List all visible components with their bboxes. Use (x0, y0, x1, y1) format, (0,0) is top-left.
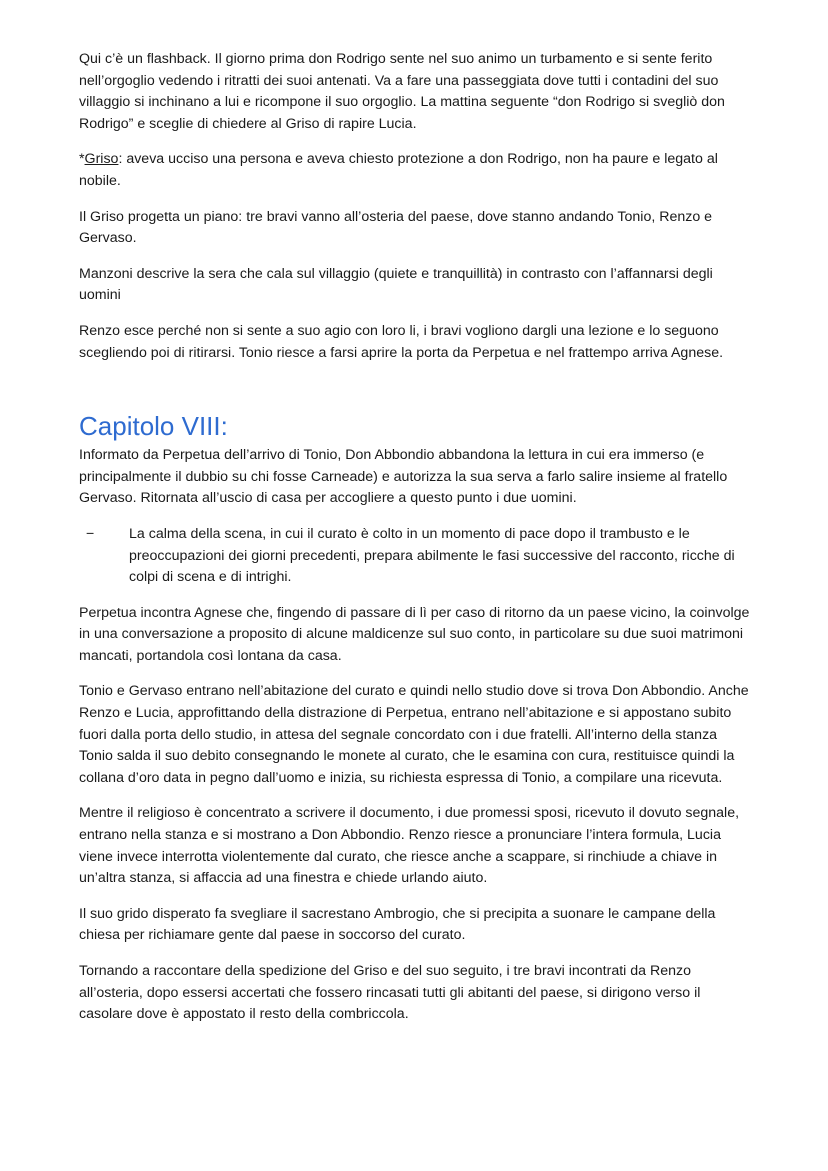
chapter-heading: Capitolo VIII: (79, 411, 228, 442)
griso-note-text: : aveva ucciso una persona e aveva chiesto protezione a don Rodrigo, non ha paure e legato al nobile. (79, 151, 718, 189)
paragraph-promessi-sposi: Mentre il religioso è concentrato a scrivere il documento, i due promessi sposi, ricevuto il dovuto segnale, entrano nella stanza e si mostrano a Don Abbondio. Renzo riesce a pronunciare l’intera formula, Lucia viene invece interrotta violentemente dal curato, che riesce anche a scappare, si rinchiude a chiave in un’altra stanza, si affaccia ad una finestra e chiede urlando aiuto. (79, 805, 740, 887)
paragraph-griso-note (79, 149, 750, 192)
paragraph-evening: Manzoni descrive la sera che cala sul villaggio (quiete e tranquillità) in contrasto con l’affannarsi degli uomini (79, 265, 713, 304)
paragraph-griso-expedition: Tornando a raccontare della spedizione del Griso e del suo seguito, i tre bravi incontrati da Renzo all’osteria, dopo essersi accertati che fossero rincasati tutti gli abitanti del paese, si dirigono verso il casolare dove è appostato il resto della combriccola. (79, 963, 701, 1023)
bullet-dash: − (86, 525, 95, 542)
chapter-intro: Informato da Perpetua dell’arrivo di Tonio, Don Abbondio abbandona la lettura in cui era immerso (e principalmente il dubbio su chi fosse Carneade) e autorizza la sua serva a farlo salire insieme al fratello Gervaso. Ritornata all’uscio di casa per accogliere a questo punto i due uomini. (79, 447, 728, 507)
list-item (79, 524, 750, 589)
paragraph-griso-plan: Il Griso progetta un piano: tre bravi vanno all’osteria del paese, dove stanno andando Tonio, Renzo e Gervaso. (79, 208, 713, 247)
griso-note-prefix: * (79, 151, 85, 168)
griso-term: Griso (84, 151, 119, 168)
bullet-text: La calma della scena, in cui il curato è colto in un momento di pace dopo il trambusto e le preoccupazioni dei giorni precedenti, prepara abilmente le fasi successive del racconto, ricche di colpi di scena e di intrighi. (129, 525, 735, 586)
paragraph-renzo-leaves: Renzo esce perché non si sente a suo agio con loro li, i bravi vogliono dargli una lezione e lo seguono scegliendo poi di ritirarsi. Tonio riesce a farsi aprire la porta da Perpetua e nel frattempo arriva Agnese. (79, 322, 724, 361)
paragraph-perpetua-agnese: Perpetua incontra Agnese che, fingendo di passare di lì per caso di ritorno da un paese vicino, la coinvolge in una conversazione a proposito di alcune maldicenze sul suo conto, in particolare su due suoi matrimoni mancati, portandola così lontana da casa. (79, 604, 750, 664)
paragraph-ambrogio: Il suo grido disperato fa svegliare il sacrestano Ambrogio, che si precipita a suonare le campane della chiesa per richiamare gente dal paese in soccorso del curato. (79, 905, 716, 944)
bullet-list (79, 524, 750, 589)
paragraph-tonio-gervaso: Tonio e Gervaso entrano nell’abitazione del curato e quindi nello studio dove si trova Don Abbondio. Anche Renzo e Lucia, approfittando della distrazione di Perpetua, entrano nell’abitazione e si appostano subito fuori dalla porta dello studio, in attesa del segnale concordato con i due fratelli. All’interno della stanza Tonio salda il suo debito consegnando le monete al curato, che le esamina con cura, restituisce quindi la collana d’oro data in pegno dall’uomo e inizia, su richiesta espressa di Tonio, a compilare una ricevuta. (79, 683, 749, 786)
paragraph-flashback: Qui c’è un flashback. Il giorno prima don Rodrigo sente nel suo animo un turbamento e si sente ferito nell’orgoglio vedendo i ritratti dei suoi antenati. Va a fare una passeggiata dove tutti i contadini del suo villaggio si inchinano a lui e ricompone il suo orgoglio. La mattina seguente “don Rodrigo si svegliò don Rodrigo” e sceglie di chiedere al Griso di rapire Lucia. (79, 51, 725, 132)
